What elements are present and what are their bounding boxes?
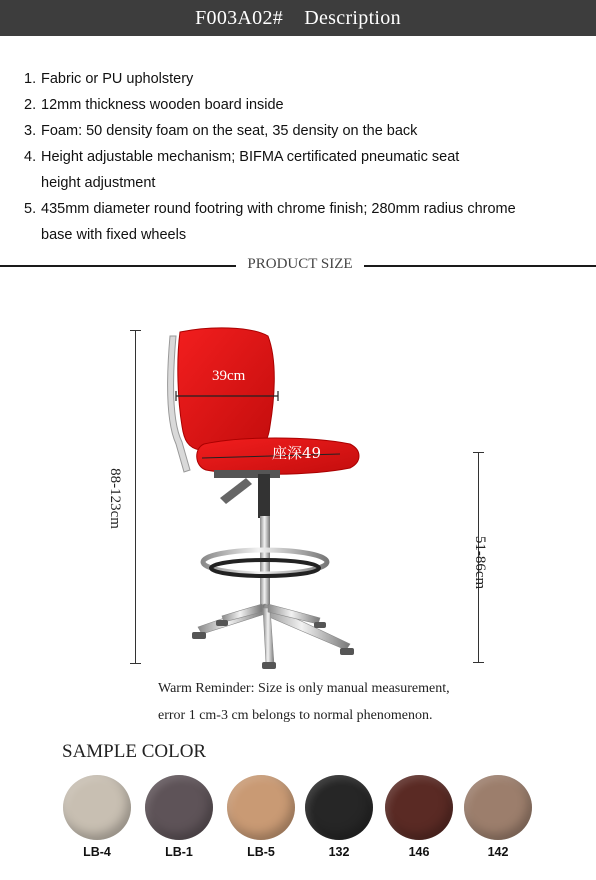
sample-color-title: SAMPLE COLOR [62,741,207,762]
total-height-label: 88-123cm [106,468,123,529]
color-swatch[interactable] [145,775,213,840]
total-height-tick-top [130,330,141,331]
swatch-label: 132 [328,845,350,859]
total-height-tick-bottom [130,663,141,664]
total-height-line [135,330,136,664]
reminder-line-1: Warm Reminder: Size is only manual measurement, [158,681,450,696]
swatch-label: LB-5 [247,845,275,859]
description-list [24,66,584,248]
description-item: 1. Fabric or PU upholstery [24,71,194,87]
color-swatch[interactable] [227,775,295,840]
description-item: 2. 12mm thickness wooden board inside [24,97,284,113]
seat-height-tick-top [473,452,484,453]
divider-right [364,265,596,267]
swatch-row [60,775,580,865]
description-item: 3. Foam: 50 density foam on the seat, 35 density on the back [24,123,418,139]
description-item: 5. 435mm diameter round footring with chrome finish; 280mm radius chrome base with fixed wheels [24,201,516,243]
seat-height-tick-bottom [473,662,484,663]
description-item: 4. Height adjustable mechanism; BIFMA certificated pneumatic seat height adjustment [24,149,460,191]
chair-image [150,322,370,672]
swatch-label: 146 [408,845,430,859]
color-swatch[interactable] [385,775,453,840]
seat-height-label: 51-86cm [472,535,489,590]
swatch-label: 142 [487,845,509,859]
header-title: F003A02# Description [195,6,401,29]
seat-depth-label: 座深49 [272,444,322,462]
color-swatch[interactable] [63,775,131,840]
color-swatch[interactable] [464,775,532,840]
reminder-line-2: error 1 cm-3 cm belongs to normal phenomenon. [158,708,433,723]
width-label: 39cm [212,368,246,384]
color-swatch[interactable] [305,775,373,840]
header-bar [0,0,596,36]
product-size-label: PRODUCT SIZE [247,256,353,272]
swatch-label: LB-4 [83,845,111,859]
divider-left [0,265,236,267]
swatch-label: LB-1 [165,845,193,859]
